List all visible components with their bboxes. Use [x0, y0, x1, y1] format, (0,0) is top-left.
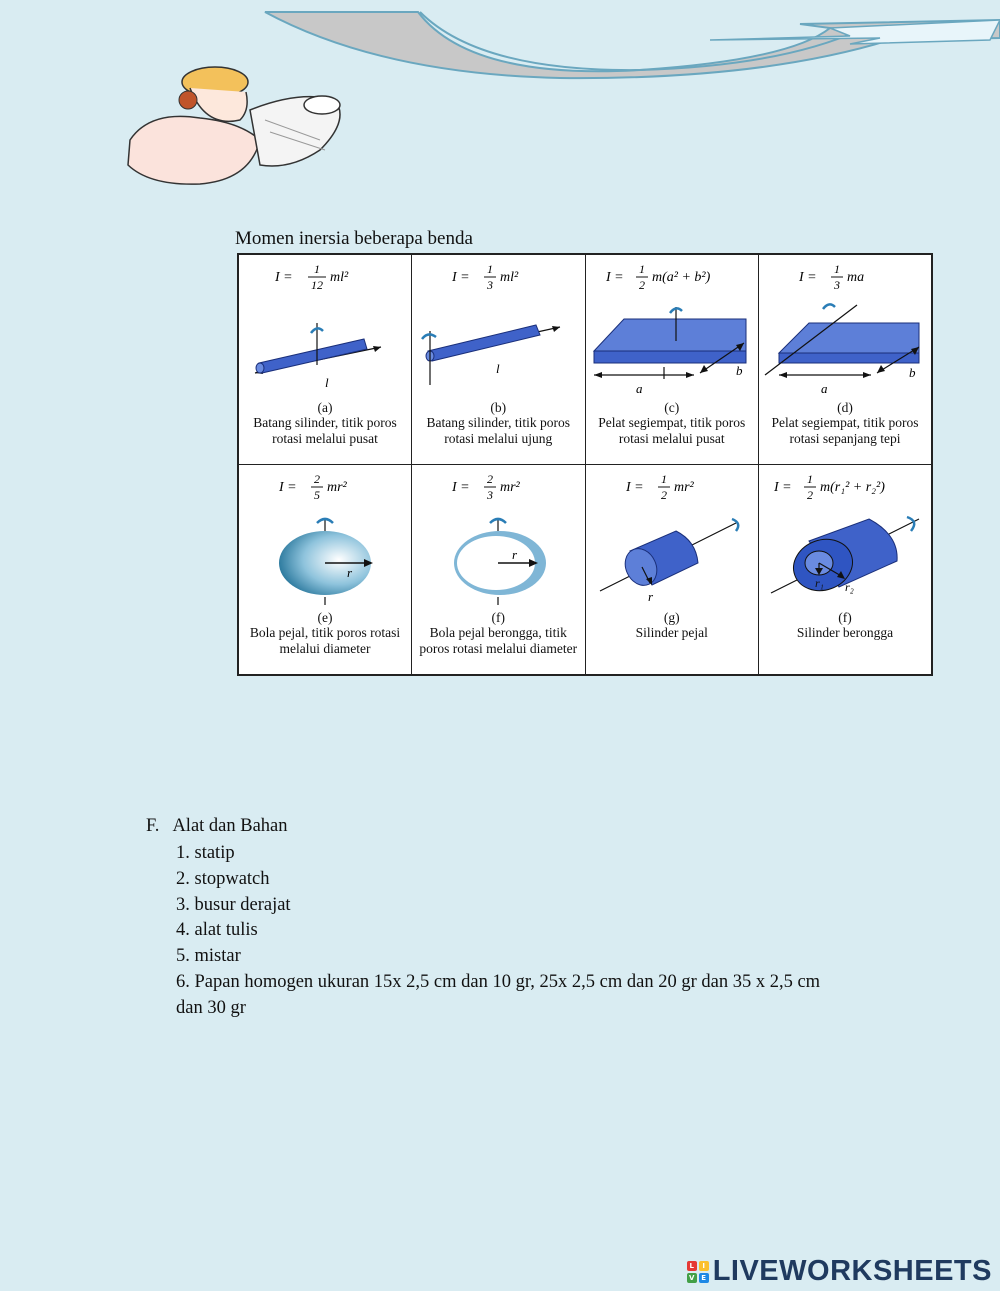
figure-caption: Momen inersia beberapa benda — [235, 228, 473, 249]
list-item: dan 30 gr — [176, 997, 246, 1018]
solid-cylinder-figure — [586, 505, 758, 610]
svg-text:r: r — [647, 589, 653, 604]
logo-blocks-icon: L I V E — [687, 1261, 709, 1283]
engineer-illustration — [128, 67, 340, 184]
svg-text:2: 2 — [314, 472, 320, 486]
desc-f-cylinder: Silinder berongga — [796, 625, 894, 640]
svg-text:I =: I = — [799, 270, 817, 285]
cell-g — [585, 465, 759, 676]
svg-text:1: 1 — [834, 262, 840, 276]
formula-f-cylinder — [759, 471, 931, 501]
svg-text:3: 3 — [834, 278, 840, 291]
svg-text:3: 3 — [487, 488, 494, 501]
svg-text:I =: I = — [452, 270, 470, 285]
svg-text:l: l — [325, 375, 329, 390]
svg-text:a: a — [821, 381, 828, 396]
svg-text:I =: I = — [625, 480, 644, 495]
formula-b — [412, 261, 585, 291]
list-item: 2. stopwatch — [176, 868, 270, 889]
svg-text:m(a² + b²): m(a² + b²) — [651, 270, 711, 285]
desc-f-sphere: Bola pejal berongga, titik poros rotasi melalui diameter — [419, 625, 578, 656]
hollow-cylinder-figure — [759, 505, 931, 610]
svg-text:2: 2 — [807, 488, 813, 501]
label-e: (e) — [317, 610, 333, 625]
svg-text:r₂: r₂ — [845, 580, 854, 594]
list-item: 6. Papan homogen ukuran 15x 2,5 cm dan 10 gr, 25x 2,5 cm dan 20 gr dan 35 x 2,5 cm — [176, 971, 821, 992]
svg-text:2: 2 — [660, 488, 667, 501]
label-a: (a) — [317, 400, 333, 415]
list-item: 4. alat tulis — [176, 920, 258, 941]
section-marker: F. — [146, 816, 160, 836]
header-decoration — [0, 0, 1000, 200]
rod-end-figure — [412, 295, 584, 400]
list-item: 3. busur derajat — [176, 894, 291, 915]
svg-text:1: 1 — [807, 472, 813, 486]
svg-text:mr²: mr² — [673, 480, 694, 495]
svg-text:m(r₁² + r₂²): m(r₁² + r₂²) — [820, 480, 885, 495]
svg-text:I =: I = — [452, 480, 470, 495]
hollow-sphere-figure — [412, 505, 584, 610]
svg-text:a: a — [635, 381, 642, 396]
formula-d — [759, 261, 931, 291]
svg-text:l: l — [496, 361, 500, 376]
svg-text:2: 2 — [487, 472, 494, 486]
label-f-cylinder: (f) — [838, 610, 852, 625]
swoosh-banner — [265, 12, 1000, 78]
liveworksheets-logo[interactable] — [687, 1255, 992, 1288]
solid-sphere-figure — [239, 505, 411, 610]
desc-c: Pelat segiempat, titik poros rotasi melalui pusat — [598, 415, 746, 446]
svg-text:1: 1 — [314, 262, 320, 276]
svg-text:3: 3 — [487, 278, 494, 291]
cell-f-hollow-sphere — [412, 465, 586, 676]
formula-c — [586, 261, 759, 291]
svg-text:5: 5 — [314, 488, 320, 501]
label-c: (c) — [664, 400, 680, 415]
svg-text:ml²: ml² — [500, 270, 519, 285]
svg-text:I =: I = — [774, 480, 792, 495]
desc-e: Bola pejal, titik poros rotasi melalui diameter — [249, 625, 401, 656]
formula-g — [586, 471, 759, 501]
svg-text:I =: I = — [279, 480, 297, 495]
svg-text:b: b — [909, 365, 916, 380]
svg-text:1: 1 — [638, 262, 645, 276]
rod-center-figure — [239, 295, 411, 400]
formula-e — [239, 471, 411, 501]
materials-list — [176, 841, 820, 1022]
desc-b: Batang silinder, titik poros rotasi melalui ujung — [426, 415, 570, 446]
formula-f-sphere — [412, 471, 585, 501]
svg-text:2: 2 — [638, 278, 645, 291]
svg-text:b: b — [735, 363, 742, 378]
cell-d — [759, 254, 933, 465]
cell-a — [238, 254, 412, 465]
svg-text:ml²: ml² — [330, 270, 349, 285]
cell-e — [238, 465, 412, 676]
desc-g: Silinder pejal — [635, 625, 708, 640]
svg-text:I =: I = — [605, 270, 624, 285]
section-title: Alat dan Bahan — [172, 816, 288, 836]
desc-d: Pelat segiempat, titik poros rotasi sepanjang tepi — [771, 415, 919, 446]
label-f-sphere: (f) — [491, 610, 505, 625]
label-b: (b) — [490, 400, 507, 415]
logo-text: LIVEWORKSHEETS — [712, 1255, 992, 1287]
label-d: (d) — [837, 400, 853, 415]
tools-materials-section — [146, 816, 820, 1022]
cell-f-hollow-cylinder — [759, 465, 933, 676]
list-item: 1. statip — [176, 843, 235, 863]
svg-text:1: 1 — [660, 472, 667, 486]
list-item: 5. mistar — [176, 946, 241, 967]
label-g: (g) — [663, 610, 680, 625]
plate-center-figure — [586, 295, 758, 400]
svg-text:r: r — [347, 565, 353, 580]
svg-text:ma: ma — [847, 270, 865, 285]
svg-text:mr²: mr² — [327, 480, 347, 495]
formula-a — [239, 261, 411, 291]
plate-edge-figure — [759, 295, 931, 400]
desc-a: Batang silinder, titik poros rotasi melalui pusat — [253, 415, 397, 446]
svg-text:r: r — [512, 547, 518, 562]
svg-text:1: 1 — [487, 262, 494, 276]
svg-text:12: 12 — [311, 278, 323, 291]
svg-text:I =: I = — [275, 270, 293, 285]
cell-c — [585, 254, 759, 465]
cell-b — [412, 254, 586, 465]
moment-of-inertia-table — [237, 253, 933, 676]
svg-text:mr²: mr² — [500, 480, 521, 495]
svg-text:r₁: r₁ — [815, 576, 824, 590]
